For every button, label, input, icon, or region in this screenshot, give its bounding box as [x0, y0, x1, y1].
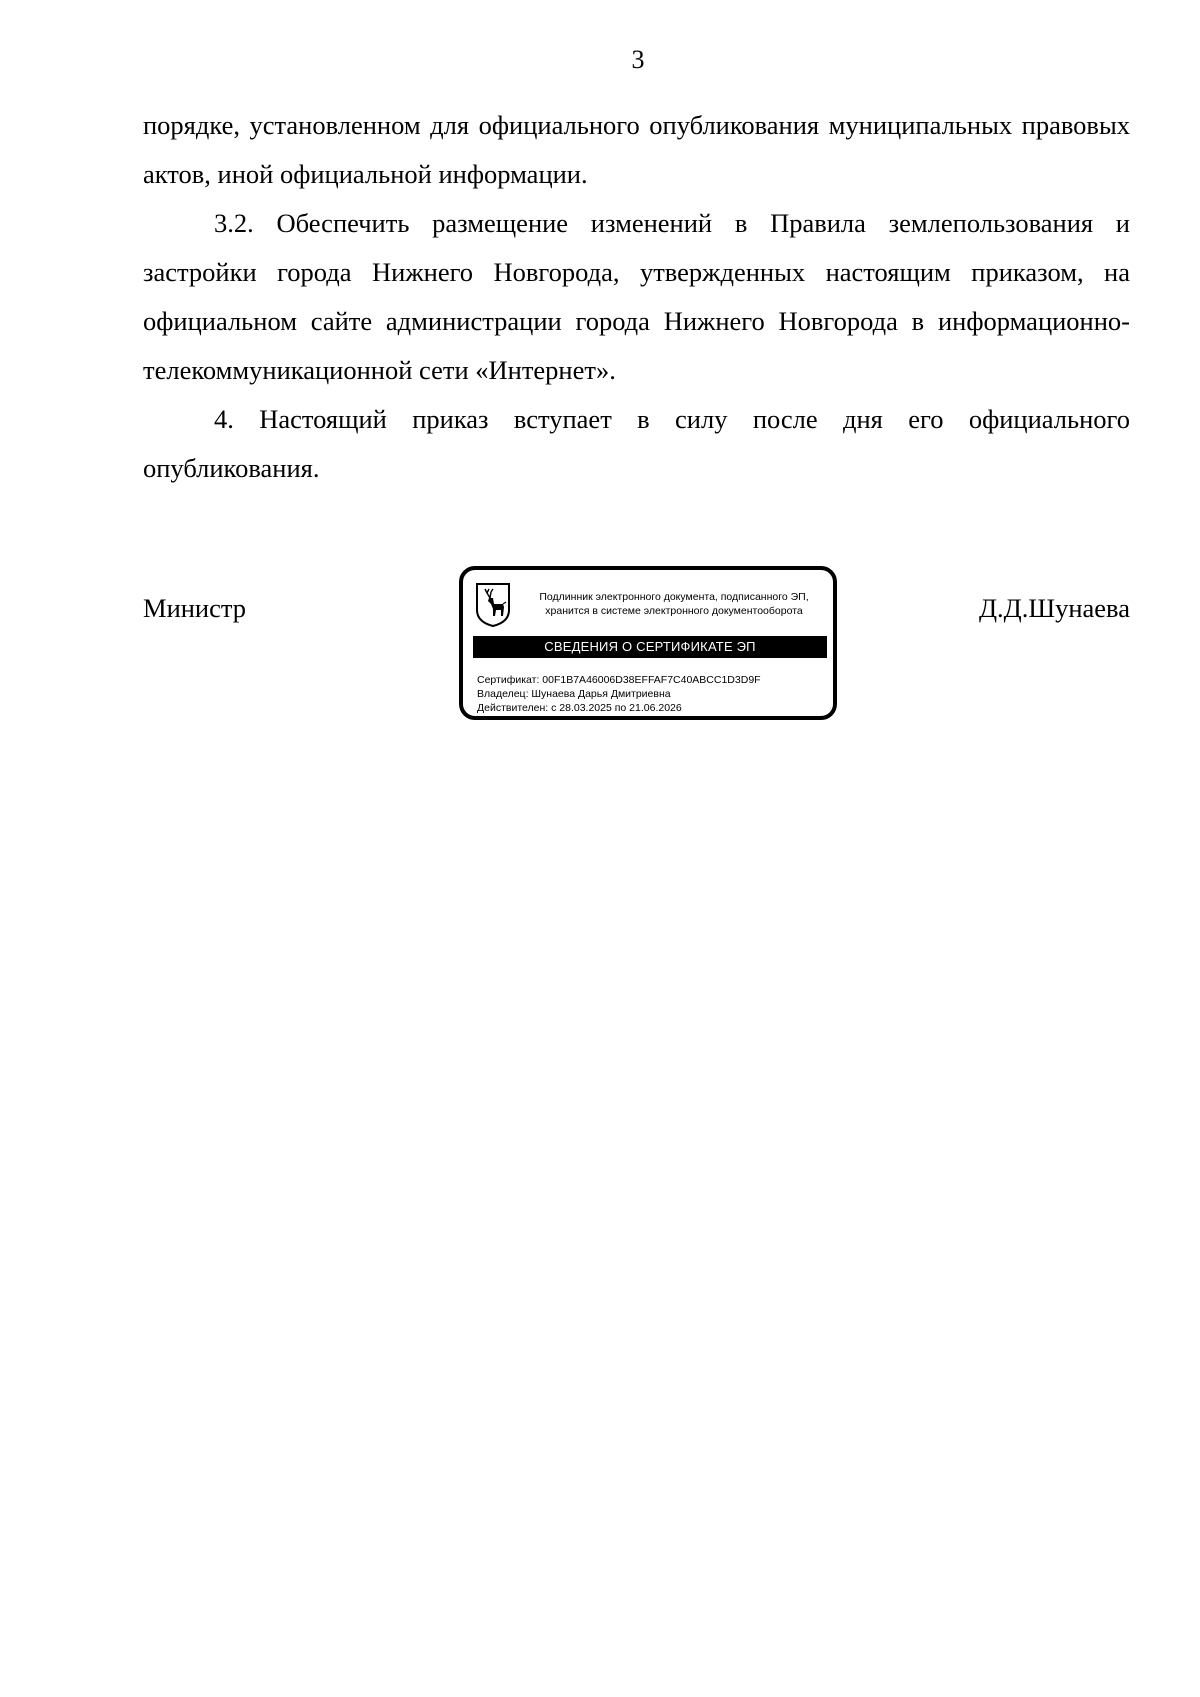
paragraph-continuation: порядке, установленном для официального опубликования муниципальных правовых актов, иной официальной информации. — [143, 110, 1130, 189]
certificate-details — [477, 673, 761, 715]
document-body — [143, 101, 1130, 493]
stamp-header-line1: Подлинник электронного документа, подписанного ЭП, — [539, 591, 809, 603]
paragraph-3-2: 3.2. Обеспечить размещение изменений в Правила землепользования и застройки города Нижнего Новгорода, утвержденных настоящим приказом, на официальном сайте администрации города Нижнего Новгорода в информационно-телекоммуникационной сети «Интернет». — [143, 208, 1130, 385]
certificate-validity: Действителен: с 28.03.2025 по 21.06.2026 — [477, 702, 682, 714]
signatory-title: Министр — [143, 593, 247, 623]
paragraph-4: 4. Настоящий приказ вступает в силу после дня его официального опубликования. — [143, 404, 1130, 483]
signatory-name: Д.Д.Шунаева — [978, 593, 1130, 623]
stamp-header-line2: хранится в системе электронного документооборота — [545, 605, 803, 617]
electronic-signature-stamp — [459, 566, 837, 720]
certificate-number: Сертификат: 00F1B7A46006D38EFFAF7C40ABCC1D3D9F — [477, 674, 761, 686]
certificate-info-bar: СВЕДЕНИЯ О СЕРТИФИКАТЕ ЭП — [473, 636, 827, 658]
signature-block — [143, 566, 1130, 714]
certificate-owner: Владелец: Шунаева Дарья Дмитриевна — [477, 688, 671, 700]
deer-emblem-icon — [475, 582, 511, 628]
stamp-header — [519, 590, 829, 618]
page-number: 3 — [631, 45, 645, 74]
